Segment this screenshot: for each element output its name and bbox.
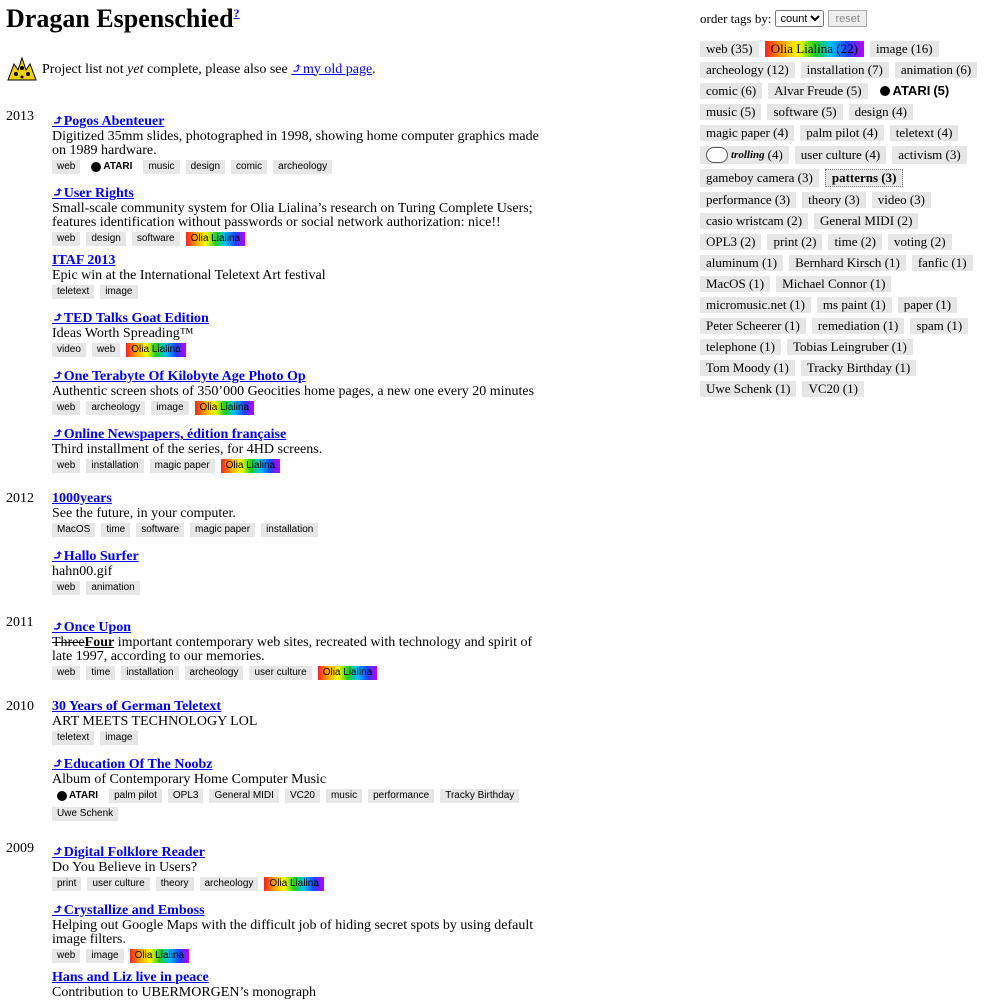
project-tags	[52, 232, 542, 250]
tag-label: Olia Lialina	[322, 667, 373, 678]
intro	[6, 56, 376, 82]
project-item	[52, 756, 542, 825]
project-title-link[interactable]: 1000years	[52, 491, 112, 506]
tag-chip[interactable]	[52, 459, 80, 473]
tag-label: image	[105, 732, 133, 743]
tag-chip[interactable]	[52, 401, 80, 415]
tag-cloud-item[interactable]	[700, 169, 819, 187]
tag-cloud-item[interactable]	[768, 83, 867, 99]
project-description	[52, 636, 542, 664]
tag-cloud-label: comic (6)	[706, 83, 757, 98]
tag-cloud-label: patterns (3)	[831, 170, 897, 185]
tag-cloud-label: ATARI	[892, 83, 931, 98]
project-title-link[interactable]: ⤴Pogos Abenteuer	[52, 114, 165, 129]
tag-chip[interactable]	[186, 232, 245, 246]
tag-cloud-label: Uwe Schenk (1)	[706, 381, 791, 396]
project-item	[52, 310, 542, 361]
tag-cloud-item[interactable]	[817, 297, 892, 313]
tag-cloud-label: web (35)	[706, 41, 753, 56]
tag-cloud-label: design (4)	[854, 104, 907, 119]
tag-chip[interactable]	[273, 160, 332, 174]
year-label: 2011	[6, 615, 34, 630]
project-item	[52, 113, 542, 178]
tag-chip[interactable]	[92, 343, 120, 357]
project-tags	[52, 160, 542, 178]
tag-cloud-label: spam (1)	[916, 318, 963, 333]
project-description: Contribution to UBERMORGEN’s monograph	[52, 985, 317, 1000]
atari-icon	[57, 791, 67, 801]
tag-chip[interactable]	[368, 789, 434, 803]
tag-cloud-item[interactable]	[912, 255, 973, 271]
tag-sidebar	[700, 10, 990, 402]
project-description: Ideas Worth Spreading™	[52, 326, 194, 341]
tag-cloud-label: Bernhard Kirsch (1)	[795, 255, 900, 270]
tag-chip[interactable]	[121, 666, 178, 680]
project-tags	[52, 949, 542, 967]
tag-chip[interactable]	[52, 877, 81, 891]
tag-label: MacOS	[57, 524, 91, 535]
tag-chip[interactable]	[231, 160, 267, 174]
tag-cloud-label: software (5)	[773, 104, 837, 119]
project-title-link[interactable]: ⤴Education Of The Noobz	[52, 757, 213, 772]
tag-chip[interactable]	[52, 949, 80, 963]
project-description: Do You Believe in Users?	[52, 860, 198, 875]
tag-cloud-label: magic paper (4)	[706, 125, 789, 140]
tag-cloud-item[interactable]	[700, 360, 795, 376]
tag-chip[interactable]	[151, 401, 188, 415]
tag-cloud-item[interactable]	[700, 276, 770, 292]
tag-label: Olia Lialina	[131, 344, 181, 355]
tag-cloud-label: telephone (1)	[706, 339, 775, 354]
tag-label: Olia Lialina	[190, 233, 241, 244]
project-description: See the future, in your computer.	[52, 506, 236, 521]
project-tags	[52, 401, 542, 419]
tag-cloud-label: performance (3)	[706, 192, 791, 207]
tag-chip[interactable]	[126, 343, 185, 357]
tag-cloud-item[interactable]	[700, 125, 794, 141]
tag-label: magic paper	[195, 524, 251, 535]
logo-icon	[6, 56, 38, 82]
project-tags	[52, 731, 542, 749]
tag-label: video	[57, 344, 81, 355]
year-label: 2009	[6, 841, 34, 856]
tag-chip[interactable]	[52, 160, 80, 174]
tag-label: ATARI	[69, 790, 99, 801]
tag-cloud-item[interactable]	[802, 381, 863, 397]
tag-label: General MIDI	[214, 790, 274, 801]
tag-label: Uwe Schenk	[57, 808, 114, 819]
tag-cloud-label: video (3)	[877, 192, 926, 207]
tag-chip[interactable]	[143, 160, 179, 174]
tag-chip[interactable]	[195, 401, 254, 415]
project-title-link[interactable]: ⤴Hallo Surfer	[52, 549, 139, 564]
tag-cloud-label: Peter Scheerer (1)	[706, 318, 800, 333]
tag-cloud-item[interactable]	[700, 339, 781, 355]
tag-label: print	[57, 878, 77, 889]
tag-cloud-item[interactable]	[800, 125, 884, 141]
tag-cloud-label: theory (3)	[808, 192, 860, 207]
tag-label: web	[57, 402, 76, 413]
tag-chip[interactable]	[86, 459, 143, 473]
tag-chip[interactable]	[52, 523, 95, 537]
project-tags	[52, 523, 542, 541]
tag-cloud-item[interactable]	[700, 381, 796, 397]
tag-cloud-item[interactable]	[825, 169, 904, 187]
project-title-link[interactable]: ⤴Crystallize and Emboss	[52, 903, 205, 918]
intro-text-start: Project list not	[42, 61, 128, 77]
tag-cloud-label: aluminum (1)	[706, 255, 778, 270]
tag-cloud-label: activism (3)	[898, 147, 961, 162]
tag-chip[interactable]	[285, 789, 320, 803]
reset-button[interactable]: reset	[828, 10, 866, 27]
project-tags	[52, 459, 542, 477]
tag-cloud-label: casio wristcam (2)	[706, 213, 803, 228]
tag-cloud-item[interactable]	[795, 146, 886, 164]
help-sup	[234, 6, 240, 20]
project-tags	[52, 343, 542, 361]
tag-label: image	[156, 402, 184, 413]
tag-chip[interactable]	[52, 789, 103, 803]
tag-cloud-label: OPL3 (2)	[706, 234, 756, 249]
tag-chip[interactable]	[209, 789, 278, 803]
tag-cloud-item[interactable]	[802, 192, 866, 208]
tag-cloud-item[interactable]	[814, 213, 918, 229]
tag-cloud-label: VC20 (1)	[808, 381, 858, 396]
project-item	[52, 902, 542, 967]
tag-cloud-label: ms paint (1)	[822, 297, 886, 312]
tag-label: design	[91, 233, 121, 244]
project-item	[52, 491, 542, 541]
tag-chip[interactable]	[264, 877, 323, 891]
tag-chip[interactable]	[261, 523, 318, 537]
tag-label: teletext	[57, 286, 90, 297]
tag-label: archeology	[91, 402, 141, 413]
project-description: Authentic screen shots of 350’000 Geocities home pages, a new one every 20 minutes	[52, 384, 535, 399]
tag-label: music	[330, 790, 358, 801]
tag-chip[interactable]	[87, 877, 149, 891]
tag-label: archeology	[204, 878, 254, 889]
tag-label: web	[57, 582, 76, 593]
tag-label: installation	[91, 460, 139, 471]
tag-cloud-item[interactable]	[895, 62, 977, 78]
atari-icon	[880, 86, 890, 96]
tag-cloud-item[interactable]	[872, 192, 931, 208]
tag-chip[interactable]	[86, 232, 125, 246]
order-label: order tags by:	[700, 10, 772, 26]
tag-chip[interactable]	[168, 789, 204, 803]
tag-cloud-label: palm pilot (4)	[806, 125, 878, 140]
tag-cloud-item[interactable]	[849, 104, 913, 120]
tag-chip[interactable]	[186, 160, 225, 174]
tag-cloud-item[interactable]	[700, 297, 811, 313]
tag-label: design	[190, 161, 221, 172]
intro-emphasis: yet	[127, 61, 144, 77]
project-description: Small-scale community system for Olia Lialina’s research on Turing Complete Users; features identification without passwords or social network authorization: nice!!	[52, 201, 533, 230]
tag-label: web	[57, 950, 76, 961]
tag-label: performance	[373, 790, 430, 801]
tag-label: palm pilot	[114, 790, 157, 801]
tag-cloud-item[interactable]	[910, 318, 968, 334]
tag-cloud-item[interactable]	[828, 234, 882, 250]
project-title-link[interactable]: ⤴One Terabyte Of Kilobyte Age Photo Op	[52, 369, 306, 384]
tag-label: Olia Lialina	[225, 460, 276, 471]
tag-cloud-item[interactable]	[874, 83, 956, 99]
tag-cloud-label: Tracky Birthday (1)	[806, 360, 911, 375]
project-description: Album of Contemporary Home Computer Music	[52, 772, 327, 787]
tag-chip[interactable]	[86, 666, 115, 680]
tag-label: web	[57, 667, 76, 678]
tag-chip[interactable]	[185, 666, 244, 680]
tag-label: animation	[91, 582, 135, 593]
project-title-link[interactable]: ⤴TED Talks Goat Edition	[52, 311, 209, 326]
tag-cloud-label: animation (6)	[900, 62, 972, 77]
tag-label: web	[57, 161, 76, 172]
tag-cloud-item[interactable]	[700, 213, 808, 229]
tag-cloud-count: (4)	[767, 147, 783, 162]
page-title	[6, 4, 240, 34]
project-description: Epic win at the International Teletext Art festival	[52, 268, 326, 283]
project-title-link[interactable]: ⤴User Rights	[52, 186, 134, 201]
tag-cloud-item[interactable]	[776, 276, 891, 292]
bold-text: Four	[84, 635, 115, 650]
tag-label: web	[57, 460, 76, 471]
project-description: hahn00.gif	[52, 564, 113, 579]
tag-cloud-item[interactable]	[700, 41, 759, 57]
intro-text-end: complete, please also see	[143, 61, 292, 77]
tag-chip[interactable]	[109, 789, 162, 803]
tag-label: music	[148, 161, 175, 172]
tag-cloud-item[interactable]	[812, 318, 905, 334]
tag-label: image	[91, 950, 119, 961]
tag-label: time	[106, 524, 126, 535]
page-title-text: Dragan Espenschied	[6, 4, 234, 33]
strike-text: Three	[52, 635, 85, 650]
intro-period: .	[372, 61, 376, 77]
tag-chip[interactable]	[190, 523, 255, 537]
project-title-link[interactable]: Hans and Liz live in peace	[52, 970, 209, 985]
project-title-link[interactable]: ITAF 2013	[52, 253, 116, 268]
project-title-link[interactable]: ⤴Once Upon	[52, 620, 132, 635]
tag-label: installation	[266, 524, 314, 535]
tag-label: installation	[126, 667, 174, 678]
project-item	[52, 253, 542, 303]
tag-label: archeology	[278, 161, 328, 172]
tag-chip[interactable]	[326, 789, 362, 803]
atari-icon	[91, 162, 101, 172]
project-item	[52, 844, 542, 895]
project-description: Helping out Google Maps with the difficult job of hiding secret spots by using default image filters.	[52, 918, 534, 947]
tag-cloud-item[interactable]	[801, 62, 889, 78]
tag-chip[interactable]	[52, 581, 80, 595]
tag-cloud-item[interactable]	[765, 41, 864, 57]
tag-cloud-label: MacOS (1)	[706, 276, 765, 291]
tag-cloud-label: teletext (4)	[895, 125, 953, 140]
tag-cloud-label: Michael Connor (1)	[782, 276, 886, 291]
tag-chip[interactable]	[150, 459, 215, 473]
tag-cloud-item[interactable]	[890, 125, 959, 141]
tag-cloud-label: remediation (1)	[817, 318, 899, 333]
tag-chip[interactable]	[52, 731, 94, 745]
old-page-link[interactable]: ⤴my old page	[291, 61, 373, 77]
intro-text	[42, 61, 376, 78]
tag-chip[interactable]	[100, 731, 137, 745]
trollface-icon	[706, 147, 728, 163]
tag-cloud-item[interactable]	[700, 255, 783, 271]
tag-cloud-item[interactable]	[700, 83, 762, 99]
tag-cloud-label: paper (1)	[903, 297, 952, 312]
tag-cloud-item[interactable]	[801, 360, 917, 376]
tag-cloud-item[interactable]	[700, 62, 795, 78]
tag-label: teletext	[57, 732, 90, 743]
order-select[interactable]	[775, 10, 824, 27]
tag-cloud-label: micromusic.net (1)	[706, 297, 805, 312]
tag-cloud-label: Olia Lialina (22)	[770, 41, 858, 56]
tag-chip[interactable]	[52, 232, 80, 246]
tag-chip[interactable]	[156, 877, 194, 891]
project-item	[52, 185, 542, 250]
project-item	[52, 548, 542, 599]
project-item	[52, 368, 542, 419]
tag-cloud-label: trolling	[731, 149, 765, 161]
project-item	[52, 426, 542, 477]
tag-cloud-item[interactable]	[767, 234, 822, 250]
tag-chip[interactable]	[136, 523, 184, 537]
tag-cloud-item[interactable]	[700, 234, 761, 250]
tag-cloud-label: Tom Moody (1)	[706, 360, 789, 375]
tag-label: user culture	[92, 878, 145, 889]
tag-label: Olia Lialina	[199, 402, 250, 413]
tag-cloud-label: music (5)	[706, 104, 756, 119]
project-tags	[52, 581, 542, 599]
tag-label: web	[57, 233, 76, 244]
year-label: 2013	[6, 109, 34, 124]
tag-cloud-label: time (2)	[834, 234, 876, 249]
tag-chip[interactable]	[86, 401, 145, 415]
tag-label: software	[136, 233, 175, 244]
tag-cloud-item[interactable]	[789, 255, 906, 271]
tag-label: VC20	[289, 790, 315, 801]
desc-text: important contemporary web sites, recreated with technology and spirit of late 1997, according to our memories.	[52, 635, 533, 664]
tag-cloud-item[interactable]	[898, 297, 957, 313]
tag-chip[interactable]	[86, 949, 123, 963]
tag-chip[interactable]	[52, 343, 86, 357]
tag-cloud	[700, 41, 990, 402]
tag-label: Olia Lialina	[134, 950, 185, 961]
tag-cloud-label: fanfic (1)	[917, 255, 967, 270]
tag-label: Tracky Birthday	[445, 790, 515, 801]
project-description: Digitized 35mm slides, photographed in 1998, showing home computer graphics made on 1989 hardware.	[52, 129, 539, 158]
tag-cloud-item[interactable]	[787, 339, 913, 355]
tag-label: image	[105, 286, 133, 297]
tag-cloud-label: print (2)	[773, 234, 817, 249]
tag-label: ATARI	[103, 161, 133, 172]
tag-chip[interactable]	[249, 666, 311, 680]
project-description: Third installment of the series, for 4HD screens.	[52, 442, 323, 457]
tag-cloud-item[interactable]	[892, 146, 966, 164]
tag-cloud-item[interactable]	[700, 146, 789, 164]
help-link[interactable]: ?	[233, 6, 240, 20]
project-item	[52, 699, 542, 749]
tag-cloud-item[interactable]	[700, 104, 761, 120]
tag-cloud-label: Tobias Leingruber (1)	[792, 339, 907, 354]
tag-label: Olia Lialina	[269, 878, 319, 889]
project-tags	[52, 666, 542, 684]
tag-cloud-item[interactable]	[700, 318, 806, 334]
tag-label: magic paper	[154, 460, 210, 471]
project-item	[52, 619, 542, 684]
tag-cloud-label: archeology (12)	[706, 62, 789, 77]
tag-chip[interactable]	[100, 285, 137, 299]
tag-cloud-item[interactable]	[767, 104, 842, 120]
project-title-link[interactable]: ⤴Online Newspapers, édition française	[52, 427, 287, 442]
tag-label: software	[141, 524, 180, 535]
project-tags	[52, 789, 542, 825]
tag-cloud-label: Alvar Freude (5)	[774, 83, 862, 98]
tag-cloud-label: image (16)	[875, 41, 933, 56]
tag-cloud-item[interactable]	[700, 192, 796, 208]
tag-chip[interactable]	[52, 807, 118, 821]
tag-label: web	[96, 344, 116, 355]
tag-chip[interactable]	[221, 459, 280, 473]
project-tags	[52, 877, 542, 895]
order-control	[700, 10, 990, 27]
tag-cloud-label: voting (2)	[893, 234, 946, 249]
tag-chip[interactable]	[132, 232, 180, 246]
tag-chip[interactable]	[52, 666, 80, 680]
tag-cloud-label: user culture (4)	[800, 147, 881, 162]
tag-cloud-item[interactable]	[888, 234, 952, 250]
tag-cloud-label: installation (7)	[806, 62, 883, 77]
tag-chip[interactable]	[200, 877, 259, 891]
tag-label: comic	[236, 161, 263, 172]
year-label: 2012	[6, 491, 34, 506]
tag-chip[interactable]	[130, 949, 189, 963]
tag-label: OPL3	[172, 790, 199, 801]
tag-label: theory	[160, 878, 189, 889]
project-title-link[interactable]: 30 Years of German Teletext	[52, 699, 221, 714]
project-description: ART MEETS TECHNOLOGY LOL	[52, 714, 258, 729]
tag-cloud-label: General MIDI (2)	[820, 213, 913, 228]
tag-label: user culture	[254, 667, 307, 678]
tag-cloud-label: gameboy camera (3)	[706, 170, 813, 185]
tag-cloud-item[interactable]	[870, 41, 939, 57]
tag-label: archeology	[189, 667, 239, 678]
tag-chip[interactable]	[86, 160, 137, 174]
project-item	[52, 970, 542, 1000]
tag-label: time	[91, 667, 111, 678]
project-tags	[52, 285, 542, 303]
tag-cloud-count: (5)	[933, 83, 950, 98]
tag-chip[interactable]	[101, 523, 130, 537]
tag-chip[interactable]	[440, 789, 519, 803]
project-title-link[interactable]: ⤴Digital Folklore Reader	[52, 845, 206, 860]
tag-chip[interactable]	[318, 666, 377, 680]
tag-chip[interactable]	[52, 285, 94, 299]
tag-chip[interactable]	[86, 581, 139, 595]
year-label: 2010	[6, 699, 34, 714]
